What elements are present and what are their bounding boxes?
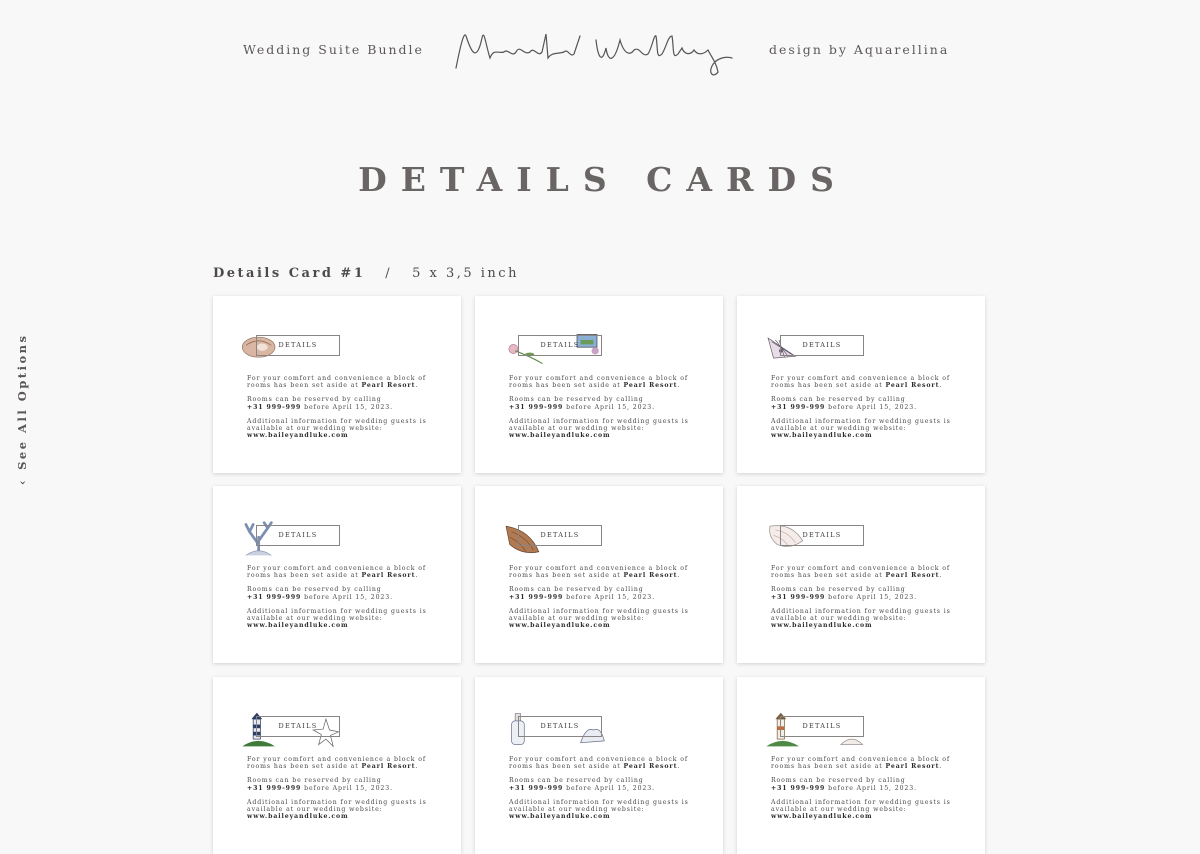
paragraph-rooms: For your comfort and convenience a block of rooms has been set aside at Pearl Resort. [771,756,951,771]
paragraph-rooms: For your comfort and convenience a block of rooms has been set aside at Pearl Resort. [771,565,951,580]
paragraph-phone: Rooms can be reserved by calling +31 999-999 before April 15, 2023. [771,777,917,792]
details-frame-label: DETAILS [518,525,602,546]
paragraph-website: Additional information for wedding guests is available at our wedding website: www.baileyandluke.com [771,798,951,821]
details-card-2[interactable] [475,296,723,473]
paragraph-phone: Rooms can be reserved by calling +31 999-999 before April 15, 2023. [247,586,393,601]
details-frame-label: DETAILS [518,716,602,737]
details-card-6[interactable] [737,486,985,663]
paragraph-rooms: For your comfort and convenience a block of rooms has been set aside at Pearl Resort. [247,565,427,580]
paragraph-phone: Rooms can be reserved by calling +31 999-999 before April 15, 2023. [247,777,393,792]
header-right-text: design by Aquarellina [769,42,950,57]
paragraph-website: Additional information for wedding guests is available at our wedding website: www.baileyandluke.com [247,798,427,821]
details-card-3[interactable] [737,296,985,473]
card-body-text [771,565,971,636]
paragraph-rooms: For your comfort and convenience a block of rooms has been set aside at Pearl Resort. [509,565,689,580]
card-body-text [247,756,447,827]
card-body-text [509,756,709,827]
details-frame-label: DETAILS [518,335,602,356]
details-card-5[interactable] [475,486,723,663]
paragraph-rooms: For your comfort and convenience a block of rooms has been set aside at Pearl Resort. [509,756,689,771]
paragraph-rooms: For your comfort and convenience a block of rooms has been set aside at Pearl Resort. [247,375,427,390]
see-all-options-label: See All Options [15,333,29,470]
paragraph-phone: Rooms can be reserved by calling +31 999-999 before April 15, 2023. [247,396,393,411]
card-body-text [247,565,447,636]
section-label [213,266,519,281]
paragraph-rooms: For your comfort and convenience a block of rooms has been set aside at Pearl Resort. [509,375,689,390]
page-title: DETAILS CARDS [358,160,848,199]
card-size: 5 x 3,5 inch [412,266,519,281]
separator: / [385,266,393,281]
paragraph-rooms: For your comfort and convenience a block of rooms has been set aside at Pearl Resort. [247,756,427,771]
paragraph-website: Additional information for wedding guests is available at our wedding website: www.baileyandluke.com [247,607,427,630]
see-all-options-link[interactable] [15,333,29,485]
paragraph-website: Additional information for wedding guests is available at our wedding website: www.baileyandluke.com [509,798,689,821]
paragraph-website: Additional information for wedding guests is available at our wedding website: www.baileyandluke.com [247,417,427,440]
details-card-8[interactable] [475,677,723,854]
paragraph-website: Additional information for wedding guests is available at our wedding website: www.baileyandluke.com [509,607,689,630]
details-card-7[interactable] [213,677,461,854]
card-body-text [509,375,709,446]
details-frame-label: DETAILS [780,525,864,546]
paragraph-phone: Rooms can be reserved by calling +31 999-999 before April 15, 2023. [771,396,917,411]
card-body-text [771,375,971,446]
details-frame-label: DETAILS [256,716,340,737]
chevron-left-icon: ‹ [15,477,29,485]
details-card-1[interactable] [213,296,461,473]
paragraph-phone: Rooms can be reserved by calling +31 999-999 before April 15, 2023. [771,586,917,601]
paragraph-website: Additional information for wedding guests is available at our wedding website: www.baileyandluke.com [771,417,951,440]
svg-text:Nautical Wedding: Nautical Wedding [446,18,456,19]
paragraph-website: Additional information for wedding guests is available at our wedding website: www.baileyandluke.com [509,417,689,440]
details-frame-label: DETAILS [780,716,864,737]
header-left-text: Wedding Suite Bundle [243,42,424,57]
card-name: Details Card #1 [213,266,366,281]
card-body-text [509,565,709,636]
paragraph-rooms: For your comfort and convenience a block of rooms has been set aside at Pearl Resort. [771,375,951,390]
paragraph-phone: Rooms can be reserved by calling +31 999-999 before April 15, 2023. [509,777,655,792]
paragraph-phone: Rooms can be reserved by calling +31 999-999 before April 15, 2023. [509,396,655,411]
card-body-text [771,756,971,827]
paragraph-website: Additional information for wedding guests is available at our wedding website: www.baileyandluke.com [771,607,951,630]
details-card-9[interactable] [737,677,985,854]
card-body-text [247,375,447,446]
paragraph-phone: Rooms can be reserved by calling +31 999-999 before April 15, 2023. [509,586,655,601]
details-frame-label: DETAILS [256,335,340,356]
script-title-svg [446,18,746,84]
details-frame-label: DETAILS [780,335,864,356]
details-card-4[interactable] [213,486,461,663]
details-frame-label: DETAILS [256,525,340,546]
script-logo [446,18,746,84]
